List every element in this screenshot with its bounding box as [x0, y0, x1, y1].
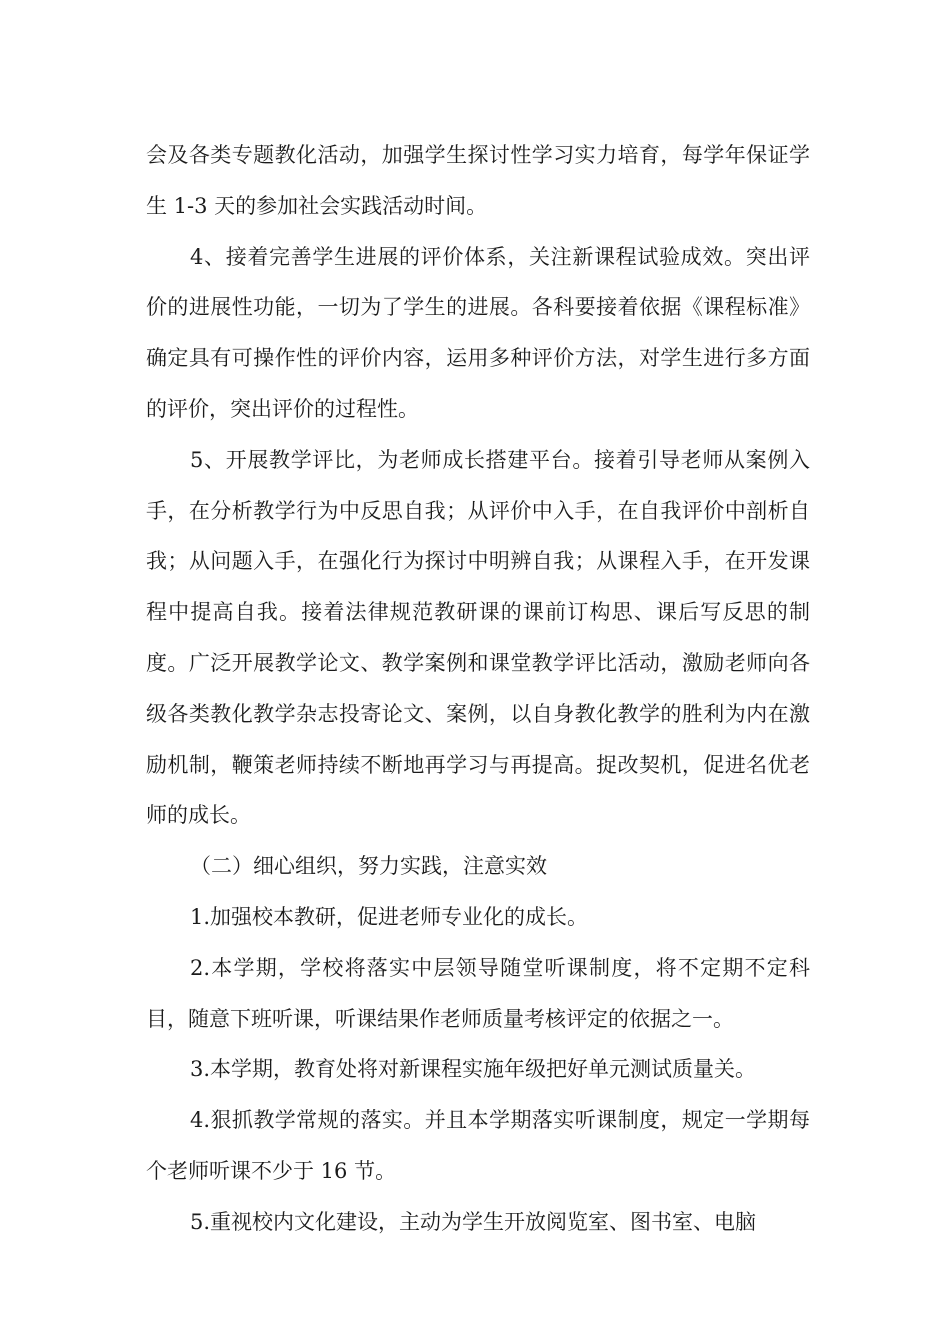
- paragraph: 4、接着完善学生进展的评价体系，关注新课程试验成效。突出评价的进展性功能，一切为了学生的进展。各科要接着依据《课程标准》确定具有可操作性的评价内容，运用多种评价方法，对学生进行多方面的评价，突出评价的过程性。: [146, 244, 810, 421]
- list-item: 2.本学期，学校将落实中层领导随堂听课制度，将不定期不定科目，随意下班听课，听课结果作老师质量考核评定的依据之一。: [146, 955, 810, 1031]
- document-body: [146, 130, 810, 1248]
- list-item: 5.重视校内文化建设，主动为学生开放阅览室、图书室、电脑: [190, 1209, 757, 1234]
- section-heading: （二）细心组织，努力实践，注意实效: [190, 854, 547, 879]
- list-item: 4.狠抓教学常规的落实。并且本学期落实听课制度，规定一学期每个老师听课不少于 16 节。: [146, 1108, 810, 1183]
- paragraph: 会及各类专题教化活动，加强学生探讨性学习实力培育，每学年保证学生 1-3 天的参加社会实践活动时间。: [146, 143, 810, 218]
- paragraph: 5、开展教学评比，为老师成长搭建平台。接着引导老师从案例入手，在分析教学行为中反思自我；从评价中入手，在自我评价中剖析自我；从问题入手，在强化行为探讨中明辨自我；从课程入手，在开发课程中提高自我。接着法律规范教研课的课前订构思、课后写反思的制度。广泛开展教学论文、教学案例和课堂教学评比活动，激励老师向各级各类教化教学杂志投寄论文、案例，以自身教化教学的胜利为内在激励机制，鞭策老师持续不断地再学习与再提高。捉改契机，促进名优老师的成长。: [146, 447, 810, 828]
- list-item: 3.本学期，教育处将对新课程实施年级把好单元测试质量关。: [190, 1057, 757, 1082]
- list-item: 1.加强校本教研，促进老师专业化的成长。: [190, 904, 589, 929]
